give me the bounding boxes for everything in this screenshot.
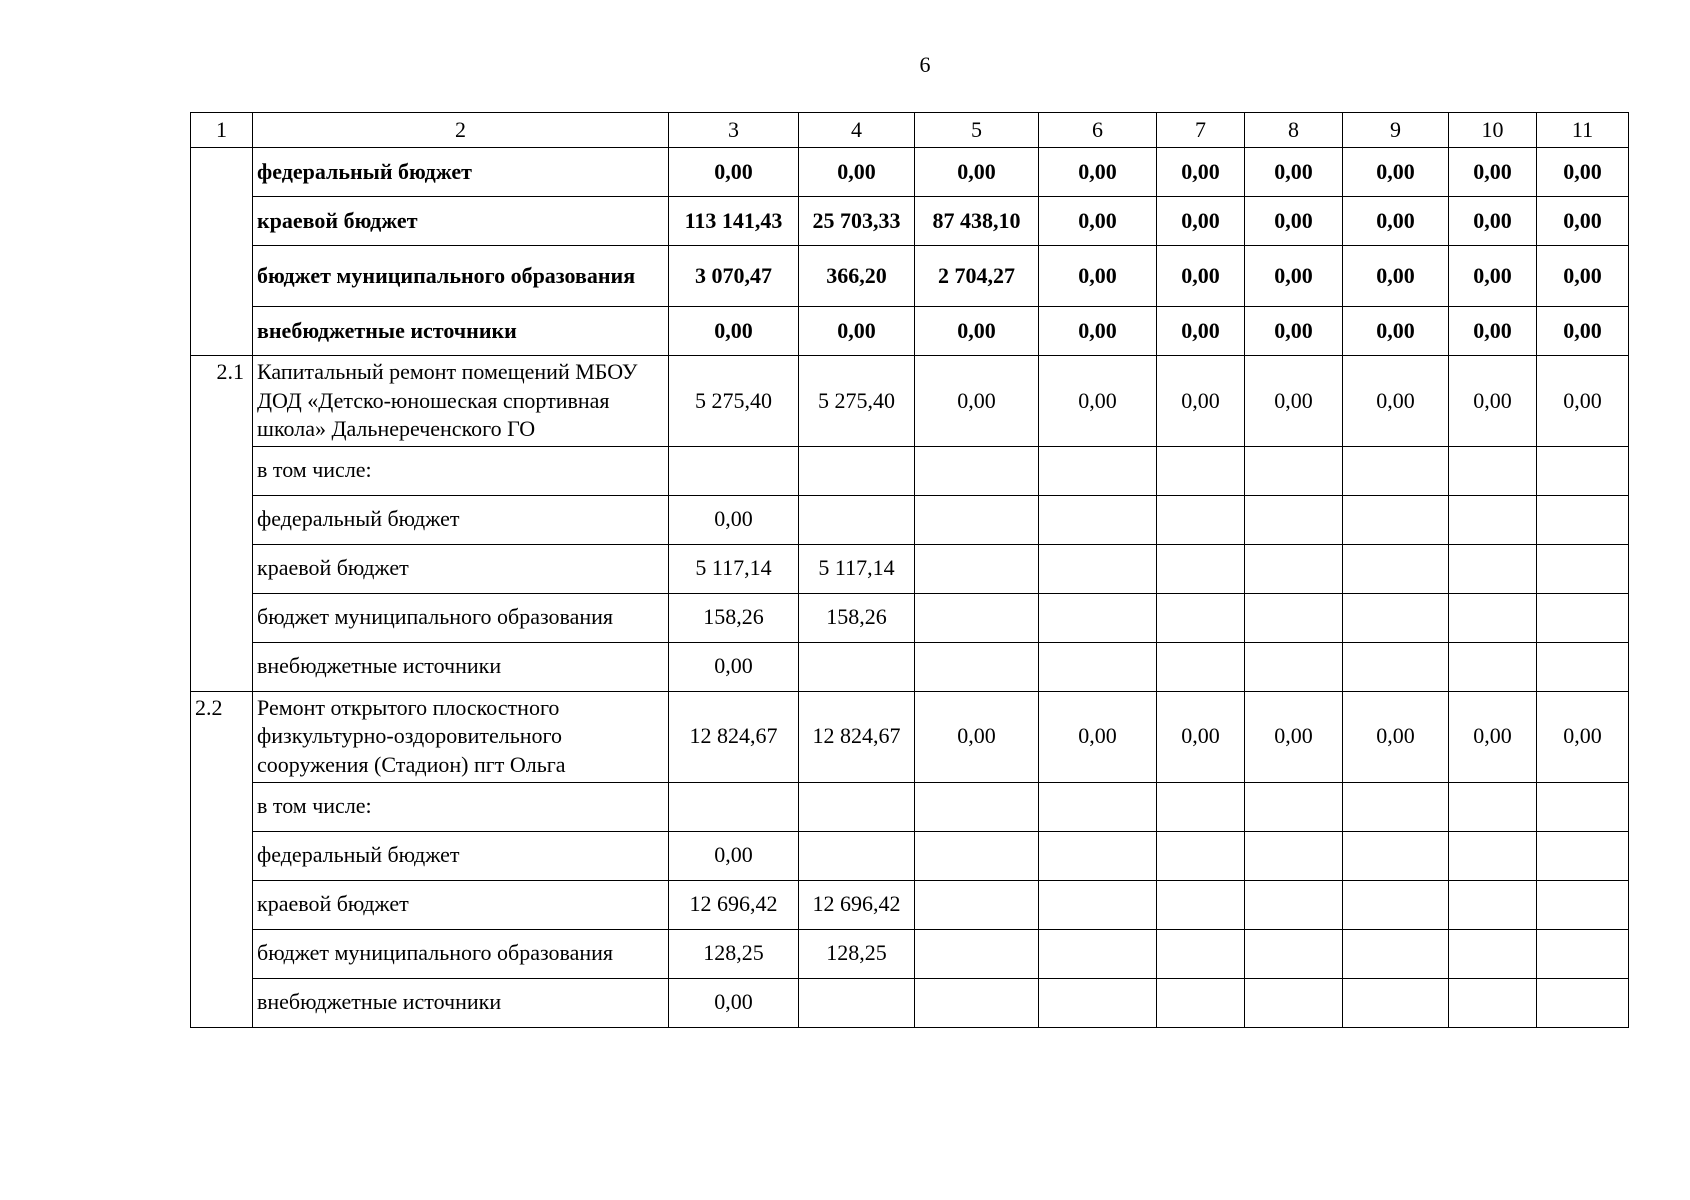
table-row — [191, 246, 1629, 307]
value-cell: 158,26 — [669, 593, 799, 642]
empty-cell — [1343, 831, 1449, 880]
table-row — [191, 593, 1629, 642]
value-cell: 0,00 — [1245, 307, 1343, 356]
row-label: федеральный бюджет — [253, 495, 669, 544]
empty-cell — [1343, 642, 1449, 691]
value-cell — [799, 978, 915, 1027]
page-number: 6 — [919, 52, 931, 77]
value-cell: 0,00 — [669, 642, 799, 691]
value-cell: 0,00 — [1537, 356, 1629, 447]
empty-cell — [915, 929, 1039, 978]
empty-cell — [1245, 544, 1343, 593]
value-cell: 12 824,67 — [669, 691, 799, 782]
value-cell: 0,00 — [915, 148, 1039, 197]
value-cell: 0,00 — [915, 307, 1039, 356]
empty-cell — [915, 782, 1039, 831]
row-label: федеральный бюджет — [253, 831, 669, 880]
empty-cell — [1039, 495, 1157, 544]
value-cell: 0,00 — [1343, 307, 1449, 356]
value-cell: 0,00 — [915, 356, 1039, 447]
empty-cell — [1245, 782, 1343, 831]
empty-cell — [1449, 642, 1537, 691]
empty-cell — [915, 831, 1039, 880]
empty-cell — [1537, 544, 1629, 593]
value-cell: 0,00 — [799, 307, 915, 356]
empty-cell — [1449, 544, 1537, 593]
empty-cell — [1343, 978, 1449, 1027]
empty-cell — [915, 593, 1039, 642]
empty-cell — [1343, 593, 1449, 642]
empty-cell — [1537, 978, 1629, 1027]
value-cell: 0,00 — [1449, 197, 1537, 246]
empty-cell — [1343, 782, 1449, 831]
value-cell: 0,00 — [1537, 197, 1629, 246]
value-cell: 0,00 — [669, 495, 799, 544]
value-cell — [799, 831, 915, 880]
item-title: Капитальный ремонт помещений МБОУ ДОД «Детско-юношеская спортивная школа» Дальнереченского ГО — [253, 356, 669, 447]
value-cell: 2 704,27 — [915, 246, 1039, 307]
value-cell: 128,25 — [669, 929, 799, 978]
value-cell: 12 696,42 — [669, 880, 799, 929]
value-cell: 113 141,43 — [669, 197, 799, 246]
empty-cell — [1343, 544, 1449, 593]
empty-cell — [1343, 446, 1449, 495]
header-cell: 9 — [1343, 113, 1449, 148]
table-row — [191, 782, 1629, 831]
value-cell: 0,00 — [669, 307, 799, 356]
table-row — [191, 495, 1629, 544]
empty-cell — [1039, 544, 1157, 593]
value-cell: 0,00 — [1343, 246, 1449, 307]
row-label: краевой бюджет — [253, 544, 669, 593]
row-label: внебюджетные источники — [253, 978, 669, 1027]
value-cell: 0,00 — [1449, 691, 1537, 782]
table-row — [191, 880, 1629, 929]
value-cell: 0,00 — [1449, 148, 1537, 197]
value-cell: 0,00 — [1039, 197, 1157, 246]
empty-cell — [1537, 929, 1629, 978]
table-row — [191, 197, 1629, 246]
table-row — [191, 446, 1629, 495]
empty-cell — [1245, 446, 1343, 495]
empty-cell — [1343, 929, 1449, 978]
row-label: краевой бюджет — [253, 197, 669, 246]
table-row — [191, 929, 1629, 978]
empty-cell — [1245, 978, 1343, 1027]
empty-cell — [1537, 782, 1629, 831]
value-cell — [799, 495, 915, 544]
value-cell: 3 070,47 — [669, 246, 799, 307]
index-cell — [191, 148, 253, 356]
value-cell: 0,00 — [1537, 691, 1629, 782]
value-cell: 0,00 — [1157, 356, 1245, 447]
empty-cell — [1039, 831, 1157, 880]
empty-cell — [1537, 446, 1629, 495]
value-cell: 0,00 — [1245, 246, 1343, 307]
header-cell: 10 — [1449, 113, 1537, 148]
value-cell: 0,00 — [1343, 356, 1449, 447]
empty-cell — [1449, 593, 1537, 642]
table-row — [191, 831, 1629, 880]
value-cell: 5 117,14 — [799, 544, 915, 593]
empty-cell — [1039, 446, 1157, 495]
header-cell: 8 — [1245, 113, 1343, 148]
empty-cell — [915, 978, 1039, 1027]
empty-cell — [1245, 831, 1343, 880]
empty-cell — [1537, 642, 1629, 691]
budget-table — [190, 112, 1629, 1028]
header-cell: 2 — [253, 113, 669, 148]
table-row — [191, 978, 1629, 1027]
header-cell: 1 — [191, 113, 253, 148]
value-cell — [799, 642, 915, 691]
value-cell: 0,00 — [1449, 356, 1537, 447]
header-cell: 11 — [1537, 113, 1629, 148]
empty-cell — [1449, 495, 1537, 544]
header-cell: 7 — [1157, 113, 1245, 148]
empty-cell — [1157, 446, 1245, 495]
value-cell: 0,00 — [1157, 691, 1245, 782]
table-row — [191, 544, 1629, 593]
empty-cell — [1245, 880, 1343, 929]
empty-cell — [1157, 831, 1245, 880]
value-cell: 0,00 — [1449, 246, 1537, 307]
table-row — [191, 307, 1629, 356]
header-cell: 3 — [669, 113, 799, 148]
empty-cell — [1537, 880, 1629, 929]
value-cell: 0,00 — [1449, 307, 1537, 356]
empty-cell — [1157, 929, 1245, 978]
value-cell: 0,00 — [1039, 148, 1157, 197]
empty-cell — [915, 495, 1039, 544]
value-cell: 128,25 — [799, 929, 915, 978]
table-row — [191, 691, 1629, 782]
value-cell: 0,00 — [1245, 148, 1343, 197]
row-label: в том числе: — [253, 446, 669, 495]
empty-cell — [1157, 593, 1245, 642]
value-cell: 158,26 — [799, 593, 915, 642]
empty-cell — [1537, 593, 1629, 642]
value-cell: 0,00 — [1157, 148, 1245, 197]
value-cell: 0,00 — [669, 148, 799, 197]
item-index: 2.1 — [191, 356, 253, 692]
empty-cell — [1245, 495, 1343, 544]
value-cell: 5 117,14 — [669, 544, 799, 593]
row-label: краевой бюджет — [253, 880, 669, 929]
value-cell: 12 824,67 — [799, 691, 915, 782]
header-cell: 5 — [915, 113, 1039, 148]
empty-cell — [1449, 880, 1537, 929]
item-title: Ремонт открытого плоскостного физкультурно-оздоровительного сооружения (Стадион) пгт Ольга — [253, 691, 669, 782]
value-cell: 0,00 — [1039, 691, 1157, 782]
value-cell: 0,00 — [799, 148, 915, 197]
value-cell: 0,00 — [1039, 356, 1157, 447]
value-cell: 0,00 — [1245, 691, 1343, 782]
value-cell: 0,00 — [1157, 307, 1245, 356]
empty-cell — [1157, 782, 1245, 831]
table-row — [191, 642, 1629, 691]
row-label: внебюджетные источники — [253, 307, 669, 356]
value-cell: 5 275,40 — [799, 356, 915, 447]
empty-cell — [1343, 880, 1449, 929]
row-label: бюджет муниципального образования — [253, 246, 669, 307]
value-cell: 0,00 — [1245, 197, 1343, 246]
empty-cell — [1039, 782, 1157, 831]
empty-cell — [915, 642, 1039, 691]
header-cell: 4 — [799, 113, 915, 148]
empty-cell — [1537, 495, 1629, 544]
empty-cell — [1449, 831, 1537, 880]
empty-cell — [915, 544, 1039, 593]
column-number-row — [191, 113, 1629, 148]
row-label: бюджет муниципального образования — [253, 593, 669, 642]
value-cell: 0,00 — [669, 978, 799, 1027]
empty-cell — [1449, 929, 1537, 978]
row-label: федеральный бюджет — [253, 148, 669, 197]
value-cell: 0,00 — [1537, 148, 1629, 197]
row-label: внебюджетные источники — [253, 642, 669, 691]
empty-cell — [1449, 978, 1537, 1027]
empty-cell — [1343, 495, 1449, 544]
empty-cell — [1039, 642, 1157, 691]
value-cell: 87 438,10 — [915, 197, 1039, 246]
empty-cell — [1245, 929, 1343, 978]
empty-cell — [1039, 929, 1157, 978]
value-cell — [669, 446, 799, 495]
empty-cell — [915, 880, 1039, 929]
value-cell: 25 703,33 — [799, 197, 915, 246]
value-cell: 5 275,40 — [669, 356, 799, 447]
value-cell — [669, 782, 799, 831]
empty-cell — [1449, 446, 1537, 495]
empty-cell — [915, 446, 1039, 495]
empty-cell — [1245, 593, 1343, 642]
empty-cell — [1449, 782, 1537, 831]
value-cell: 0,00 — [1343, 691, 1449, 782]
table-row — [191, 148, 1629, 197]
empty-cell — [1537, 831, 1629, 880]
value-cell: 0,00 — [1537, 246, 1629, 307]
empty-cell — [1157, 544, 1245, 593]
empty-cell — [1157, 642, 1245, 691]
row-label: в том числе: — [253, 782, 669, 831]
empty-cell — [1039, 593, 1157, 642]
value-cell: 12 696,42 — [799, 880, 915, 929]
value-cell — [799, 782, 915, 831]
empty-cell — [1157, 978, 1245, 1027]
value-cell: 0,00 — [1157, 246, 1245, 307]
value-cell: 366,20 — [799, 246, 915, 307]
value-cell — [799, 446, 915, 495]
value-cell: 0,00 — [1343, 148, 1449, 197]
value-cell: 0,00 — [1245, 356, 1343, 447]
row-label: бюджет муниципального образования — [253, 929, 669, 978]
empty-cell — [1157, 495, 1245, 544]
empty-cell — [1157, 880, 1245, 929]
value-cell: 0,00 — [1157, 197, 1245, 246]
value-cell: 0,00 — [915, 691, 1039, 782]
table-row — [191, 356, 1629, 447]
header-cell: 6 — [1039, 113, 1157, 148]
empty-cell — [1039, 978, 1157, 1027]
value-cell: 0,00 — [669, 831, 799, 880]
empty-cell — [1039, 880, 1157, 929]
value-cell: 0,00 — [1039, 246, 1157, 307]
value-cell: 0,00 — [1343, 197, 1449, 246]
value-cell: 0,00 — [1039, 307, 1157, 356]
item-index: 2.2 — [191, 691, 253, 1027]
value-cell: 0,00 — [1537, 307, 1629, 356]
empty-cell — [1245, 642, 1343, 691]
